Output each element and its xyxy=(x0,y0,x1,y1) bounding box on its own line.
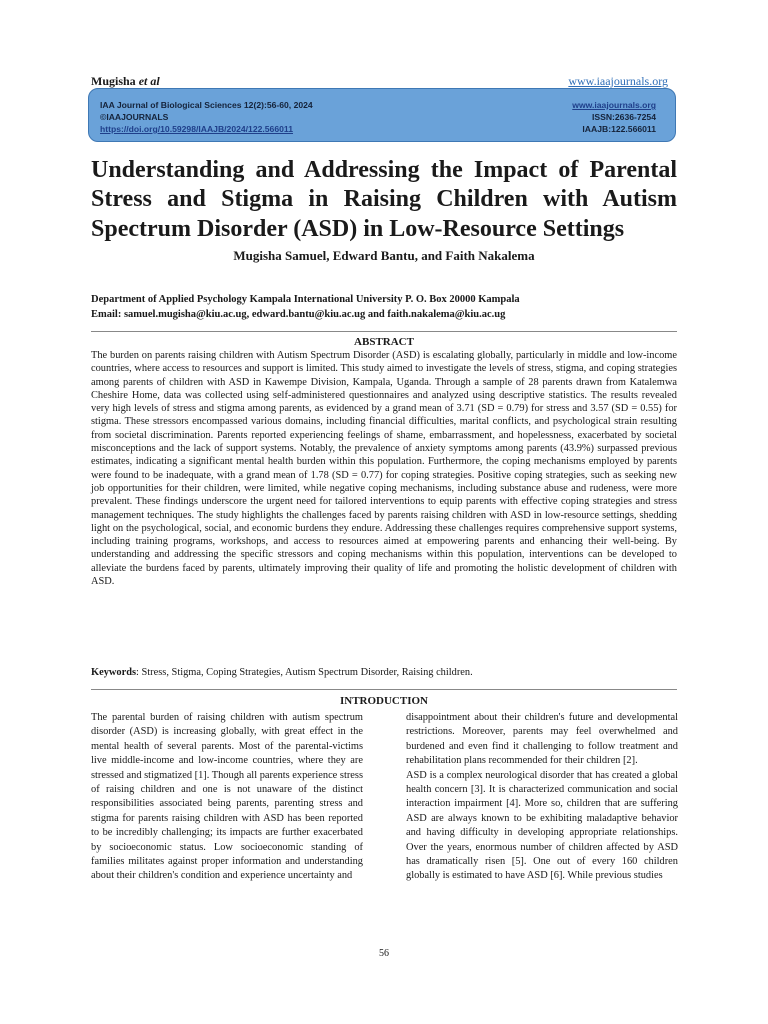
department: Department of Applied Psychology Kampala International University P. O. Box 20000 Kampala xyxy=(91,294,520,305)
journal-issn: ISSN:2636-7254 xyxy=(591,112,656,122)
introduction-heading: INTRODUCTION xyxy=(339,695,428,707)
intro-paragraph: ASD is a complex neurological disorder that has created a global health concern [3]. It is characterized communication and social interaction impairment [4]. More so, children that are suffering ASD are always known to be exhibiting maladaptive behavior and having difficulty in developing appropriate relationships. Over the years, enormous number of children affected by ASD has dramatically risen [5]. One out of every 160 children globally is estimated to have ASD [6]. While previous studies xyxy=(406,769,678,882)
keywords xyxy=(91,667,677,678)
abstract-heading: ABSTRACT xyxy=(354,336,414,348)
divider xyxy=(91,331,677,332)
running-author-name: Mugisha xyxy=(91,74,139,88)
right-column xyxy=(406,711,678,884)
keywords-label: Keywords xyxy=(91,667,137,678)
affiliation-block xyxy=(91,292,677,322)
keywords-text: : Stress, Stigma, Coping Strategies, Autism Spectrum Disorder, Raising children. xyxy=(136,667,473,678)
journal-copyright: ©IAAJOURNALS xyxy=(100,112,169,122)
author-emails: Email: samuel.mugisha@kiu.ac.ug, edward.bantu@kiu.ac.ug and faith.nakalema@kiu.ac.ug xyxy=(91,309,506,320)
journal-site-link[interactable]: www.iaajournals.org xyxy=(572,100,656,110)
intro-paragraph: The parental burden of raising children with autism spectrum disorder (ASD) is increasing globally, with great effect in the mental health of several parents. Most of the parental-victims live middle-income and low-income countries, where they are stressed and stigmatized [1]. Though all parents experience stress of raising children and one is not unaware of the distinct responsibilities associated being parents, parenting stress and stigma for parents raising children with ASD has been reported to be incredibly challenging; its impacts are further exacerbated by socioeconomic status. Low socioeconomic standing of families militates against proper information and understanding about their children's condition and experience uncertainty and xyxy=(91,712,363,882)
journal-banner xyxy=(88,88,676,142)
journal-url-link[interactable]: www.iaajournals.org xyxy=(568,74,668,88)
abstract-body: The burden on parents raising children with Autism Spectrum Disorder (ASD) is escalating globally, particularly in middle and low-income countries, where access to resources and support is limited. This study aimed to investigate the levels of stress, stigma, and coping strategies among parents of children with ASD in Kawempe Division, Kampala, Uganda. Through a sample of 28 parents drawn from Katalemwa Cheshire Home, data was collected using self-administered questionnaires and analyzed using descriptive statistics. The results revealed very high levels of stress and stigma among parents, as evidenced by a grand mean of 3.71 (SD = 0.79) for stress and 3.57 (SD = 0.55) for stigma. These stressors encompassed various domains, including financial difficulties, marital conflicts, and psychological strain resulting from societal discrimination. Parents reported experiencing feelings of shame, embarrassment, and hopelessness, exacerbated by societal misconceptions and the lack of support systems. Notably, the prevalence of anxiety symptoms among parents (43.9%) surpassed previous estimates, indicating a significant mental health burden within this population. Furthermore, the coping mechanisms employed by parents were found to be inadequate, with a grand mean of 1.78 (SD = 0.77) for coping strategies. Positive coping strategies, such as seeking new job opportunities for their children, were limited, while negative coping mechanisms, including substance abuse and rudeness, were more prevalent. These findings underscore the urgent need for tailored interventions to equip parents with effective coping strategies and stress management techniques. The study highlights the challenges faced by parents raising children with ASD in low-resource settings, shedding light on the psychological, social, and economic burdens they endure. Addressing these challenges requires comprehensive support systems, including training programs, workshops, and access to resources aimed at empowering parents and enhancing their well-being. By understanding and addressing the specific stressors and coping mechanisms within this population, interventions can be developed to alleviate the burdens faced by parents, ultimately improving their quality of life and promoting the holistic development of children with ASD. xyxy=(91,350,677,588)
divider xyxy=(91,689,677,690)
page-number: 56 xyxy=(379,948,389,959)
running-author-etal: et al xyxy=(138,74,160,88)
journal-citation: IAA Journal of Biological Sciences 12(2):56-60, 2024 xyxy=(100,100,313,110)
paper-title: Understanding and Addressing the Impact of Parental Stress and Stigma in Raising Children with Autism Spectrum Disorder (ASD) in Low-Resource Settings xyxy=(91,157,677,242)
running-author xyxy=(91,74,160,89)
author-list: Mugisha Samuel, Edward Bantu, and Faith Nakalema xyxy=(233,248,535,263)
intro-paragraph: disappointment about their children's future and developmental restrictions. Moreover, parents may feel overwhelmed and burdened and even find it challenging to follow treatment and rehabilitation plans recommended for their children [2]. xyxy=(406,712,678,767)
left-column xyxy=(91,711,363,884)
journal-code: IAAJB:122.566011 xyxy=(582,124,656,134)
doi-link[interactable]: https://doi.org/10.59298/IAAJB/2024/122.566011 xyxy=(100,124,293,134)
